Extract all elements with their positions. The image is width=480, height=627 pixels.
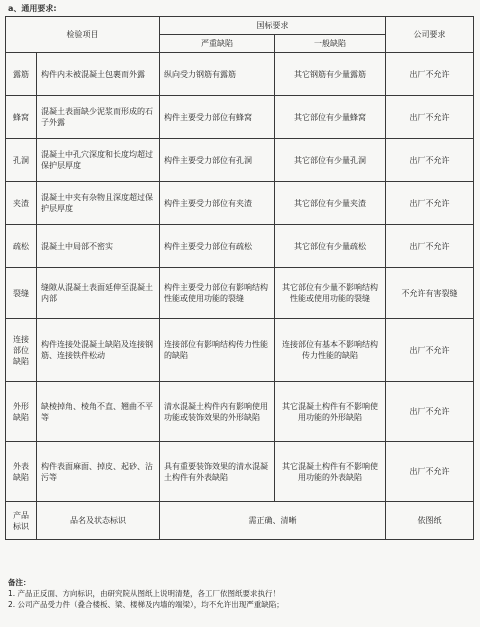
defect-description: 构件连接处混凝土缺陷及连接钢筋、连接铁件松动 xyxy=(37,319,160,382)
header-inspection-item: 检验项目 xyxy=(6,17,160,53)
serious-defect-text: 构件主要受力部位有疏松 xyxy=(160,225,275,268)
company-requirement-text: 出厂不允许 xyxy=(386,53,474,96)
company-requirement-text: 出厂不允许 xyxy=(386,182,474,225)
inspection-table xyxy=(5,16,474,540)
note-item-1: 1. 产品正反面、方向标识，由研究院从图纸上说明清楚，各工厂依图纸要求执行！ xyxy=(8,589,281,598)
general-defect-text: 其它混凝土构件有不影响使用功能的外形缺陷 xyxy=(275,382,386,442)
general-defect-text: 其它部位有少量不影响结构性能或使用功能的裂缝 xyxy=(275,268,386,319)
table-row xyxy=(6,53,474,96)
defect-description: 构件内未被混凝土包裹而外露 xyxy=(37,53,160,96)
table-row xyxy=(6,382,474,442)
serious-defect-text: 构件主要受力部位有蜂窝 xyxy=(160,96,275,139)
table-row xyxy=(6,319,474,382)
general-defect-text: 其它部位有少量疏松 xyxy=(275,225,386,268)
table-row xyxy=(6,268,474,319)
general-defect-text: 其它部位有少量孔洞 xyxy=(275,139,386,182)
header-general-defect: 一般缺陷 xyxy=(275,35,386,53)
table-row-product-label xyxy=(6,502,474,540)
note-item-2: 2. 公司产品受力件（叠合楼板、梁、楼梯及内墙的端梁），均不允许出现严重缺陷； xyxy=(8,600,284,609)
defect-description: 缺棱掉角、棱角不直、翘曲不平等 xyxy=(37,382,160,442)
general-defect-text: 其它钢筋有少量露筋 xyxy=(275,53,386,96)
header-company-requirement: 公司要求 xyxy=(386,17,474,53)
defect-description: 缝隙从混凝土表面延伸至混凝土内部 xyxy=(37,268,160,319)
table-row xyxy=(6,225,474,268)
defect-description: 品名及状态标识 xyxy=(37,502,160,540)
defect-name: 蜂窝 xyxy=(6,96,37,139)
header-row-1 xyxy=(6,17,474,35)
general-defect-text: 其它部位有少量夹渣 xyxy=(275,182,386,225)
defect-name: 产品标识 xyxy=(6,502,37,540)
defect-name: 疏松 xyxy=(6,225,37,268)
company-requirement-text: 出厂不允许 xyxy=(386,96,474,139)
company-requirement-text: 出厂不允许 xyxy=(386,225,474,268)
defect-description: 混凝土中夹有杂物且深度超过保护层厚度 xyxy=(37,182,160,225)
general-defect-text: 其它混凝土构件有不影响使用功能的外表缺陷 xyxy=(275,442,386,502)
defect-description: 混凝土中局部不密实 xyxy=(37,225,160,268)
company-requirement-text: 依图纸 xyxy=(386,502,474,540)
company-requirement-text: 出厂不允许 xyxy=(386,319,474,382)
defect-description: 混凝土表面缺少泥浆而形成的石子外露 xyxy=(37,96,160,139)
table-row xyxy=(6,442,474,502)
serious-defect-text: 构件主要受力部位有孔洞 xyxy=(160,139,275,182)
section-heading: a、通用要求: xyxy=(8,4,57,13)
label-requirement-text: 需正确、清晰 xyxy=(160,502,386,540)
table-row xyxy=(6,96,474,139)
table-row xyxy=(6,139,474,182)
defect-description: 构件表面麻面、掉皮、起砂、沾污等 xyxy=(37,442,160,502)
defect-name: 外形缺陷 xyxy=(6,382,37,442)
general-defect-text: 其它部位有少量蜂窝 xyxy=(275,96,386,139)
company-requirement-text: 出厂不允许 xyxy=(386,139,474,182)
header-national-standard: 国标要求 xyxy=(160,17,386,35)
serious-defect-text: 构件主要受力部位有夹渣 xyxy=(160,182,275,225)
serious-defect-text: 连接部位有影响结构传力性能的缺陷 xyxy=(160,319,275,382)
defect-name: 露筋 xyxy=(6,53,37,96)
serious-defect-text: 构件主要受力部位有影响结构性能或使用功能的裂缝 xyxy=(160,268,275,319)
serious-defect-text: 纵向受力钢筋有露筋 xyxy=(160,53,275,96)
serious-defect-text: 具有重要装饰效果的清水混凝土构件有外表缺陷 xyxy=(160,442,275,502)
serious-defect-text: 清水混凝土构件内有影响使用功能或装饰效果的外形缺陷 xyxy=(160,382,275,442)
table-row xyxy=(6,182,474,225)
defect-name: 孔洞 xyxy=(6,139,37,182)
notes xyxy=(8,577,473,610)
company-requirement-text: 出厂不允许 xyxy=(386,382,474,442)
header-serious-defect: 严重缺陷 xyxy=(160,35,275,53)
general-defect-text: 连接部位有基本不影响结构传力性能的缺陷 xyxy=(275,319,386,382)
defect-name: 外表缺陷 xyxy=(6,442,37,502)
company-requirement-text: 不允许有害裂缝 xyxy=(386,268,474,319)
defect-name: 夹渣 xyxy=(6,182,37,225)
notes-title: 备注： xyxy=(8,578,31,587)
defect-name: 连接部位缺陷 xyxy=(6,319,37,382)
defect-name: 裂缝 xyxy=(6,268,37,319)
company-requirement-text: 出厂不允许 xyxy=(386,442,474,502)
defect-description: 混凝土中孔穴深度和长度均超过保护层厚度 xyxy=(37,139,160,182)
